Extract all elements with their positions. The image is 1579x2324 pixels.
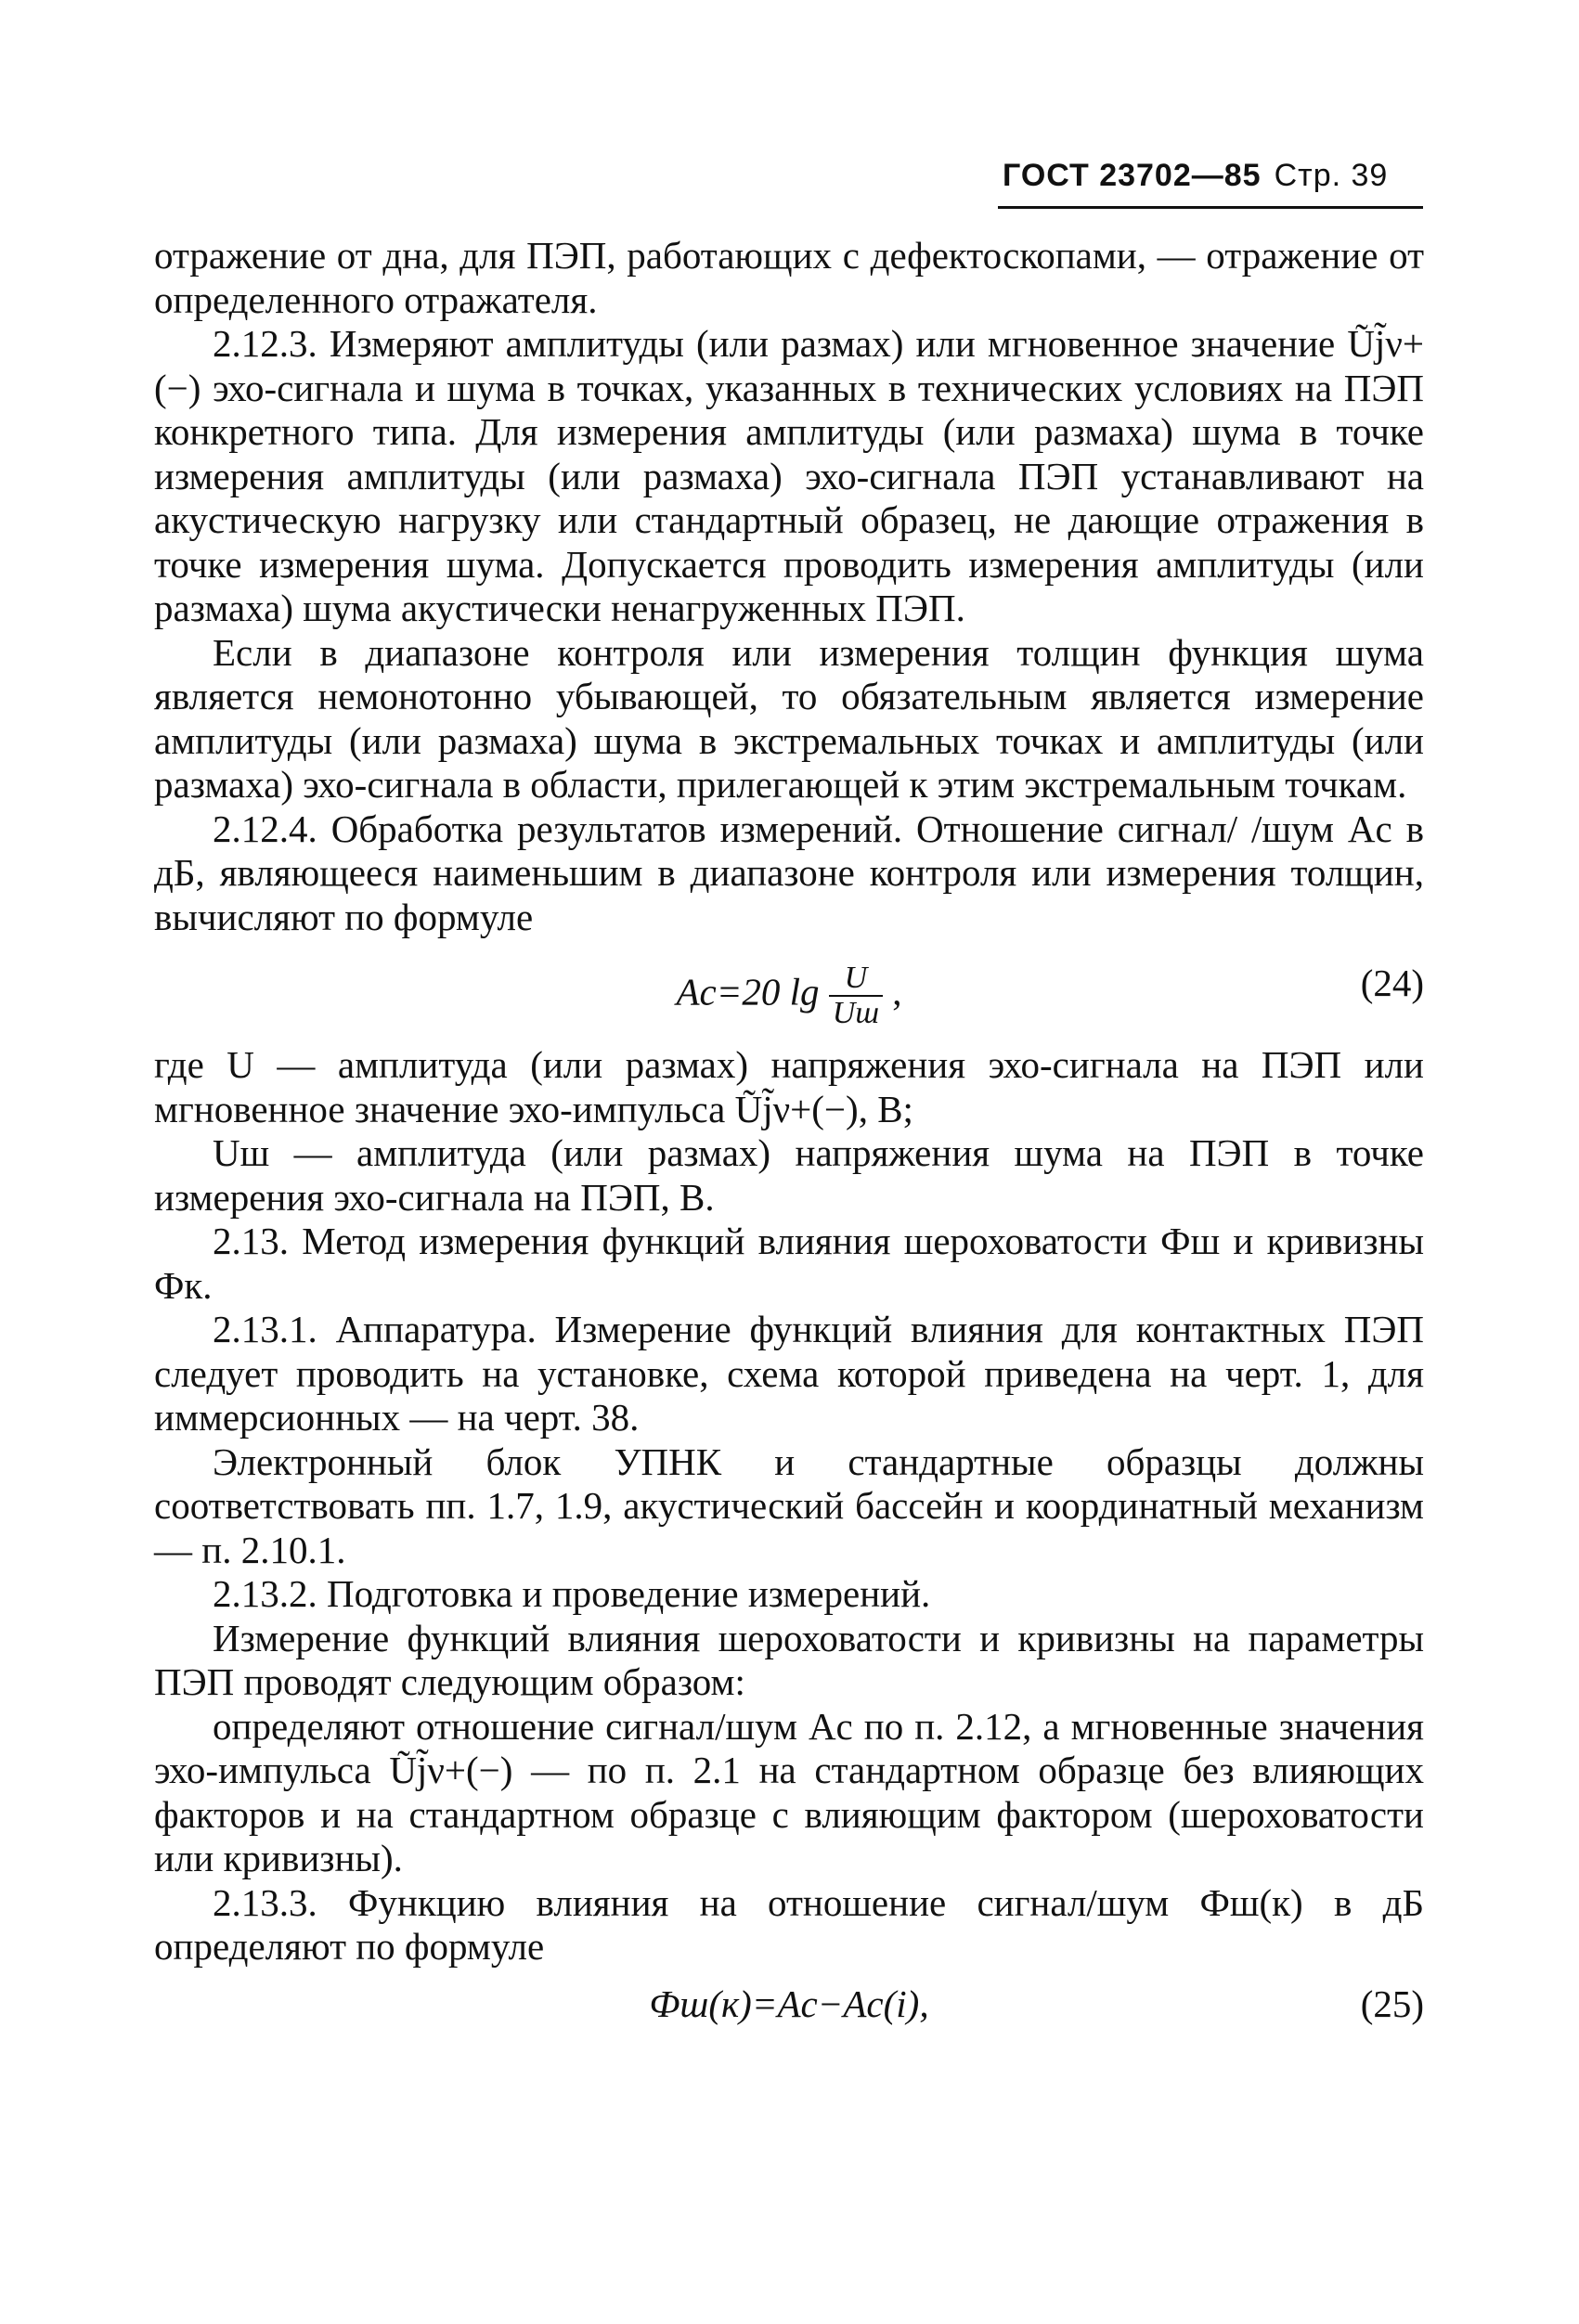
- page-number: Стр. 39: [1274, 158, 1389, 193]
- paragraph-noise-function: Если в диапазоне контроля или измерения толщин функция шума является немонотонно убывающей, то обязательным является измерение амплитуды (или размаха) шума в экстремальных точках и амплитуды (или размаха) эхо-сигнала в области, прилегающей к этим экстремальным точкам.: [154, 630, 1424, 806]
- formula-24-numerator: U: [829, 962, 883, 997]
- formula-25-text: Фш(к)=Aс−Aс(i),: [649, 1982, 929, 2025]
- formula-24-lhs: Aс=20 lg: [676, 970, 820, 1014]
- paragraph-electronic-block: Электронный блок УПНК и стандартные образцы должны соответствовать пп. 1.7, 1.9, акустический бассейн и координатный механизм — п. 2.10.1.: [154, 1440, 1424, 1571]
- formula-24-fraction: [829, 962, 883, 1030]
- formula-25-expression: [154, 1982, 1424, 2027]
- paragraph-1: отражение от дна, для ПЭП, работающих с дефектоскопами, — отражение от определенного отражателя.: [154, 234, 1424, 321]
- paragraph-determine-ratio: определяют отношение сигнал/шум Aс по п. 2.12, а мгновенные значения эхо-импульса Ũj̃ν+(−) — по п. 2.1 на стандартном образце без влияющих факторов и на стандартном образце с влияющим фактором (шероховатости или кривизны).: [154, 1704, 1424, 1879]
- paragraph-2-12-3: 2.12.3. Измеряют амплитуды (или размах) или мгновенное значение Ũj̃ν+(−) эхо-сигнала и шума в точках, указанных в технических условиях на ПЭП конкретного типа. Для измерения амплитуды (или размаха) шума в точке измерения амплитуды (или размаха) эхо-сигнала ПЭП устанавливают на акустическую нагрузку или стандартный образец, не дающие отражения в точке измерения шума. Допускается проводить измерения амплитуды (или размаха) шума акустически ненагруженных ПЭП.: [154, 322, 1424, 629]
- formula-24-expression: [154, 962, 1424, 1030]
- formula-25: [154, 1973, 1424, 2033]
- paragraph-2-13-3: 2.13.3. Функцию влияния на отношение сигнал/шум Фш(к) в дБ определяют по формуле: [154, 1880, 1424, 1968]
- section-2-13-heading: 2.13. Метод измерения функций влияния шероховатости Фш и кривизны Фк.: [154, 1220, 1424, 1307]
- paragraph-2-13-2: 2.13.2. Подготовка и проведение измерений.: [213, 1572, 931, 1615]
- header-rule: [998, 206, 1423, 209]
- formula-24: [154, 952, 1424, 1036]
- formula-25-number: (25): [1360, 1982, 1424, 2025]
- body-text: [154, 234, 1424, 2033]
- paragraph-2-13-1: 2.13.1. Аппаратура. Измерение функций влияния для контактных ПЭП следует проводить на установке, схема которой приведена на черт. 1, для иммерсионных — на черт. 38.: [154, 1308, 1424, 1439]
- paragraph-measurement-procedure: Измерение функций влияния шероховатости и кривизны на параметры ПЭП проводят следующим образом:: [154, 1616, 1424, 1703]
- standard-number: ГОСТ 23702—85: [1003, 158, 1262, 193]
- formula-24-denominator: Uш: [832, 996, 880, 1030]
- page-header: [1003, 158, 1411, 194]
- paragraph-u-noise: Uш — амплитуда (или размах) напряжения шума на ПЭП в точке измерения эхо-сигнала на ПЭП, В.: [154, 1131, 1424, 1219]
- formula-24-number: (24): [1360, 962, 1424, 1004]
- paragraph-2-12-4: 2.12.4. Обработка результатов измерений. Отношение сигнал/ /шум Aс в дБ, являющееся наименьшим в диапазоне контроля или измерения толщин, вычисляют по формуле: [154, 807, 1424, 938]
- paragraph-where-u: где U — амплитуда (или размах) напряжения эхо-сигнала на ПЭП или мгновенное значение эхо-импульса Ũj̃ν+(−), В;: [154, 1043, 1424, 1130]
- formula-24-tail: ,: [892, 970, 902, 1014]
